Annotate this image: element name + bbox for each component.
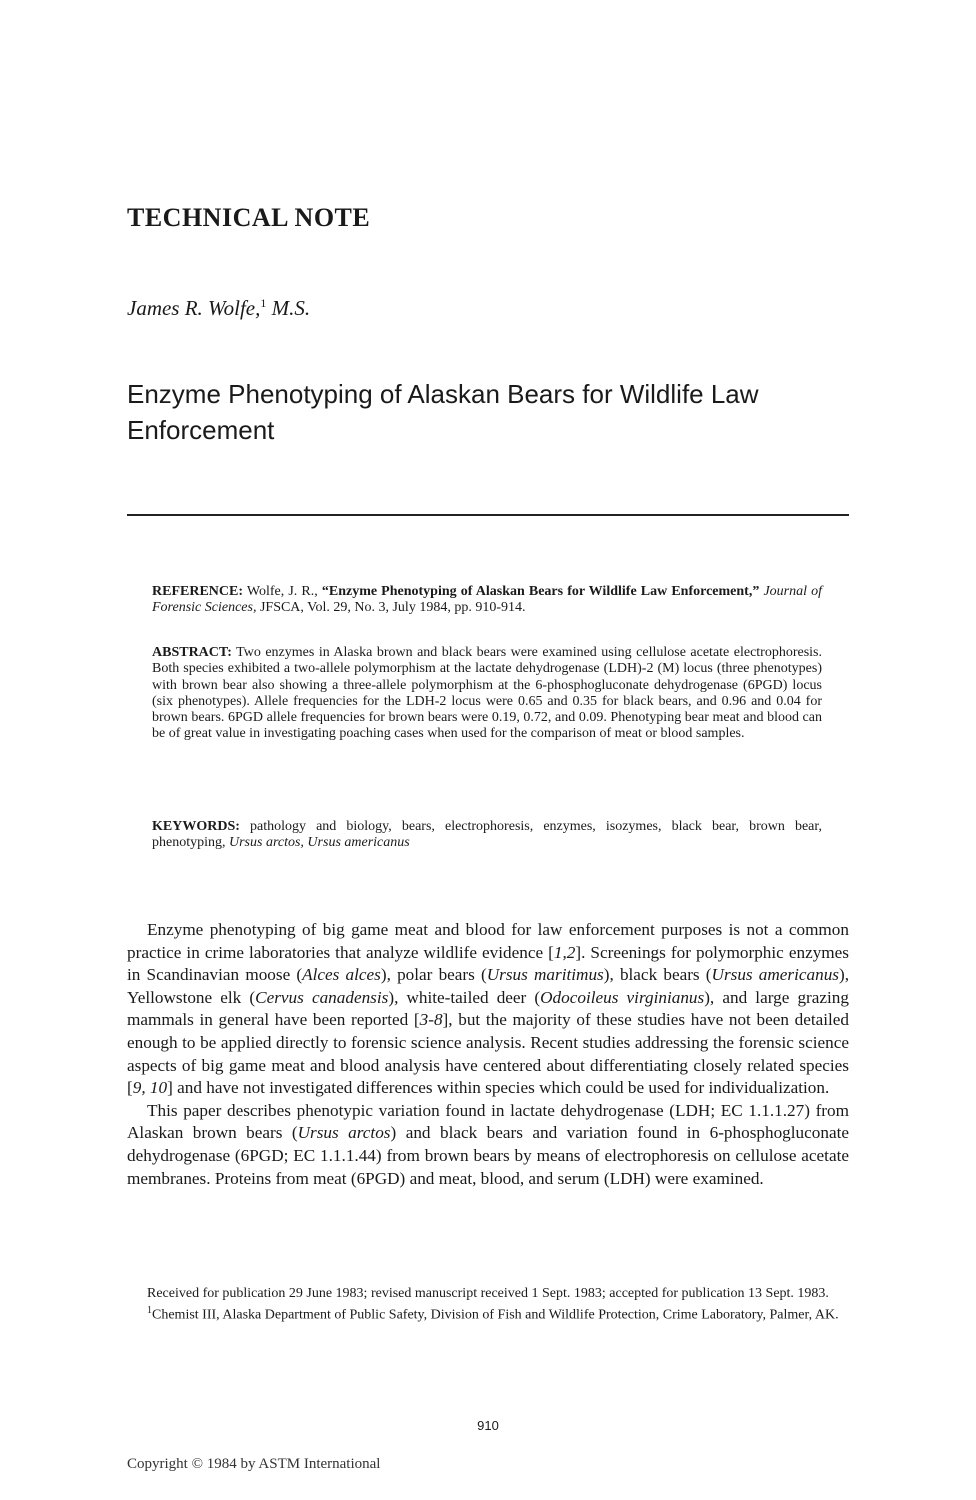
section-label: TECHNICAL NOTE <box>127 203 371 232</box>
citation: 1,2 <box>553 942 576 962</box>
reference-journal: Journal of Forensic Sciences, <box>152 584 822 616</box>
text-run: ]. Screenings for polymorphic enzymes in Scandinavian moose ( <box>127 942 849 985</box>
reference-block <box>152 584 822 617</box>
author-line <box>127 296 310 321</box>
text-run: Enzyme phenotyping of big game meat and blood for law enforcement purposes is not a common practice in crime laboratories that analyze wildlife evidence [ <box>127 920 849 962</box>
author-name: James R. Wolfe, <box>127 296 261 320</box>
keywords-text: pathology and biology, bears, electrophoresis, enzymes, isozymes, black bear, brown bear, phenotyping, <box>152 819 823 851</box>
species-name: Ursus arctos <box>297 1123 391 1143</box>
footnote-mark: 1 <box>147 1305 152 1316</box>
abstract-label: ABSTRACT: <box>152 645 232 660</box>
text-run: ), black bears ( <box>603 965 712 985</box>
affiliation-text: Chemist III, Alaska Department of Public Safety, Division of Fish and Wildlife Protection, Crime Laboratory, Palmer, AK. <box>152 1307 839 1323</box>
species-name: Cervus canadensis <box>255 987 389 1007</box>
abstract-block <box>152 645 822 743</box>
title-divider <box>127 514 849 516</box>
citation: 9, 10 <box>132 1078 168 1098</box>
reference-label: REFERENCE: <box>152 584 244 599</box>
keywords-block <box>152 819 822 852</box>
body-paragraph-1 <box>127 919 849 1100</box>
reference-article-title: “Enzyme Phenotyping of Alaskan Bears for Wildlife Law Enforcement,” <box>321 584 760 599</box>
reference-authors: Wolfe, J. R., <box>246 584 318 599</box>
body-text <box>127 919 849 1190</box>
species-name: Alces alces <box>302 965 381 985</box>
footnote-affiliation <box>127 1302 849 1324</box>
body-paragraph-2 <box>127 1100 849 1190</box>
keywords-label: KEYWORDS: <box>152 819 240 834</box>
text-run: This paper describes phenotypic variation found in lactate dehydrogenase (LDH; EC 1.1.1.27) from Alaskan brown bears ( <box>127 1100 849 1143</box>
reference-details: JFSCA, Vol. 29, No. 3, July 1984, pp. 910-914. <box>259 600 526 616</box>
article-title: Enzyme Phenotyping of Alaskan Bears for Wildlife Law Enforcement <box>127 379 759 445</box>
species-name: Ursus americanus <box>711 965 839 985</box>
author-footnote-mark: 1 <box>260 296 267 310</box>
page-number: 910 <box>477 1418 499 1433</box>
text-run: ) and black bears and variation found in 6-phosphogluconate dehydrogenase (6PGD; EC 1.1.1.44) from brown bears by means of electrophoresis on cellulose acetate membranes. Proteins from meat (6PGD) and meat, blood, and serum (LDH) were examined. <box>127 1123 849 1188</box>
text-run: ), white-tailed deer ( <box>388 987 541 1007</box>
copyright-notice: Copyright © 1984 by ASTM International <box>127 1456 381 1472</box>
text-run: ], but the majority of these studies have not been detailed enough to be applied directly to forensic science analysis. Recent studies addressing the forensic science aspects of big game meat and blood analysis have centered about differentiating closely related species [ <box>127 1010 850 1098</box>
citation: 3-8 <box>419 1010 443 1030</box>
footnotes <box>127 1285 849 1324</box>
abstract-text: Two enzymes in Alaska brown and black bears were examined using cellulose acetate electrophoresis. Both species exhibited a two-allele polymorphism at the lactate dehydrogenase (LDH)-2 (M) locus (three phenotypes) with brown bear also showing a three-allele polymorphism at the 6-phosphogluconate dehydrogenase (6PGD) locus (six phenotypes). Allele frequencies for the LDH-2 locus were 0.65 and 0.35 for black bears, and 0.96 and 0.04 for brown bears. 6PGD allele frequencies for brown bears were 0.19, 0.72, and 0.09. Phenotyping bear meat and blood can be of great value in investigating poaching cases when used for the comparison of meat or blood samples. <box>152 645 823 742</box>
text-run: ), polar bears ( <box>380 965 487 985</box>
text-run: ), and large grazing mammals in general have been reported [ <box>127 987 849 1030</box>
author-degree: M.S. <box>271 296 311 320</box>
text-run: ), Yellowstone elk ( <box>127 965 850 1007</box>
species-name: Odocoileus virginianus <box>540 987 705 1007</box>
footnote-received: Received for publication 29 June 1983; revised manuscript received 1 Sept. 1983; accepted for publication 13 Sept. 1983. <box>147 1286 829 1301</box>
species-name: Ursus maritimus <box>486 965 604 985</box>
text-run: ] and have not investigated differences within species which could be used for individualization. <box>167 1078 830 1098</box>
keywords-species: Ursus arctos, Ursus americanus <box>229 835 410 851</box>
